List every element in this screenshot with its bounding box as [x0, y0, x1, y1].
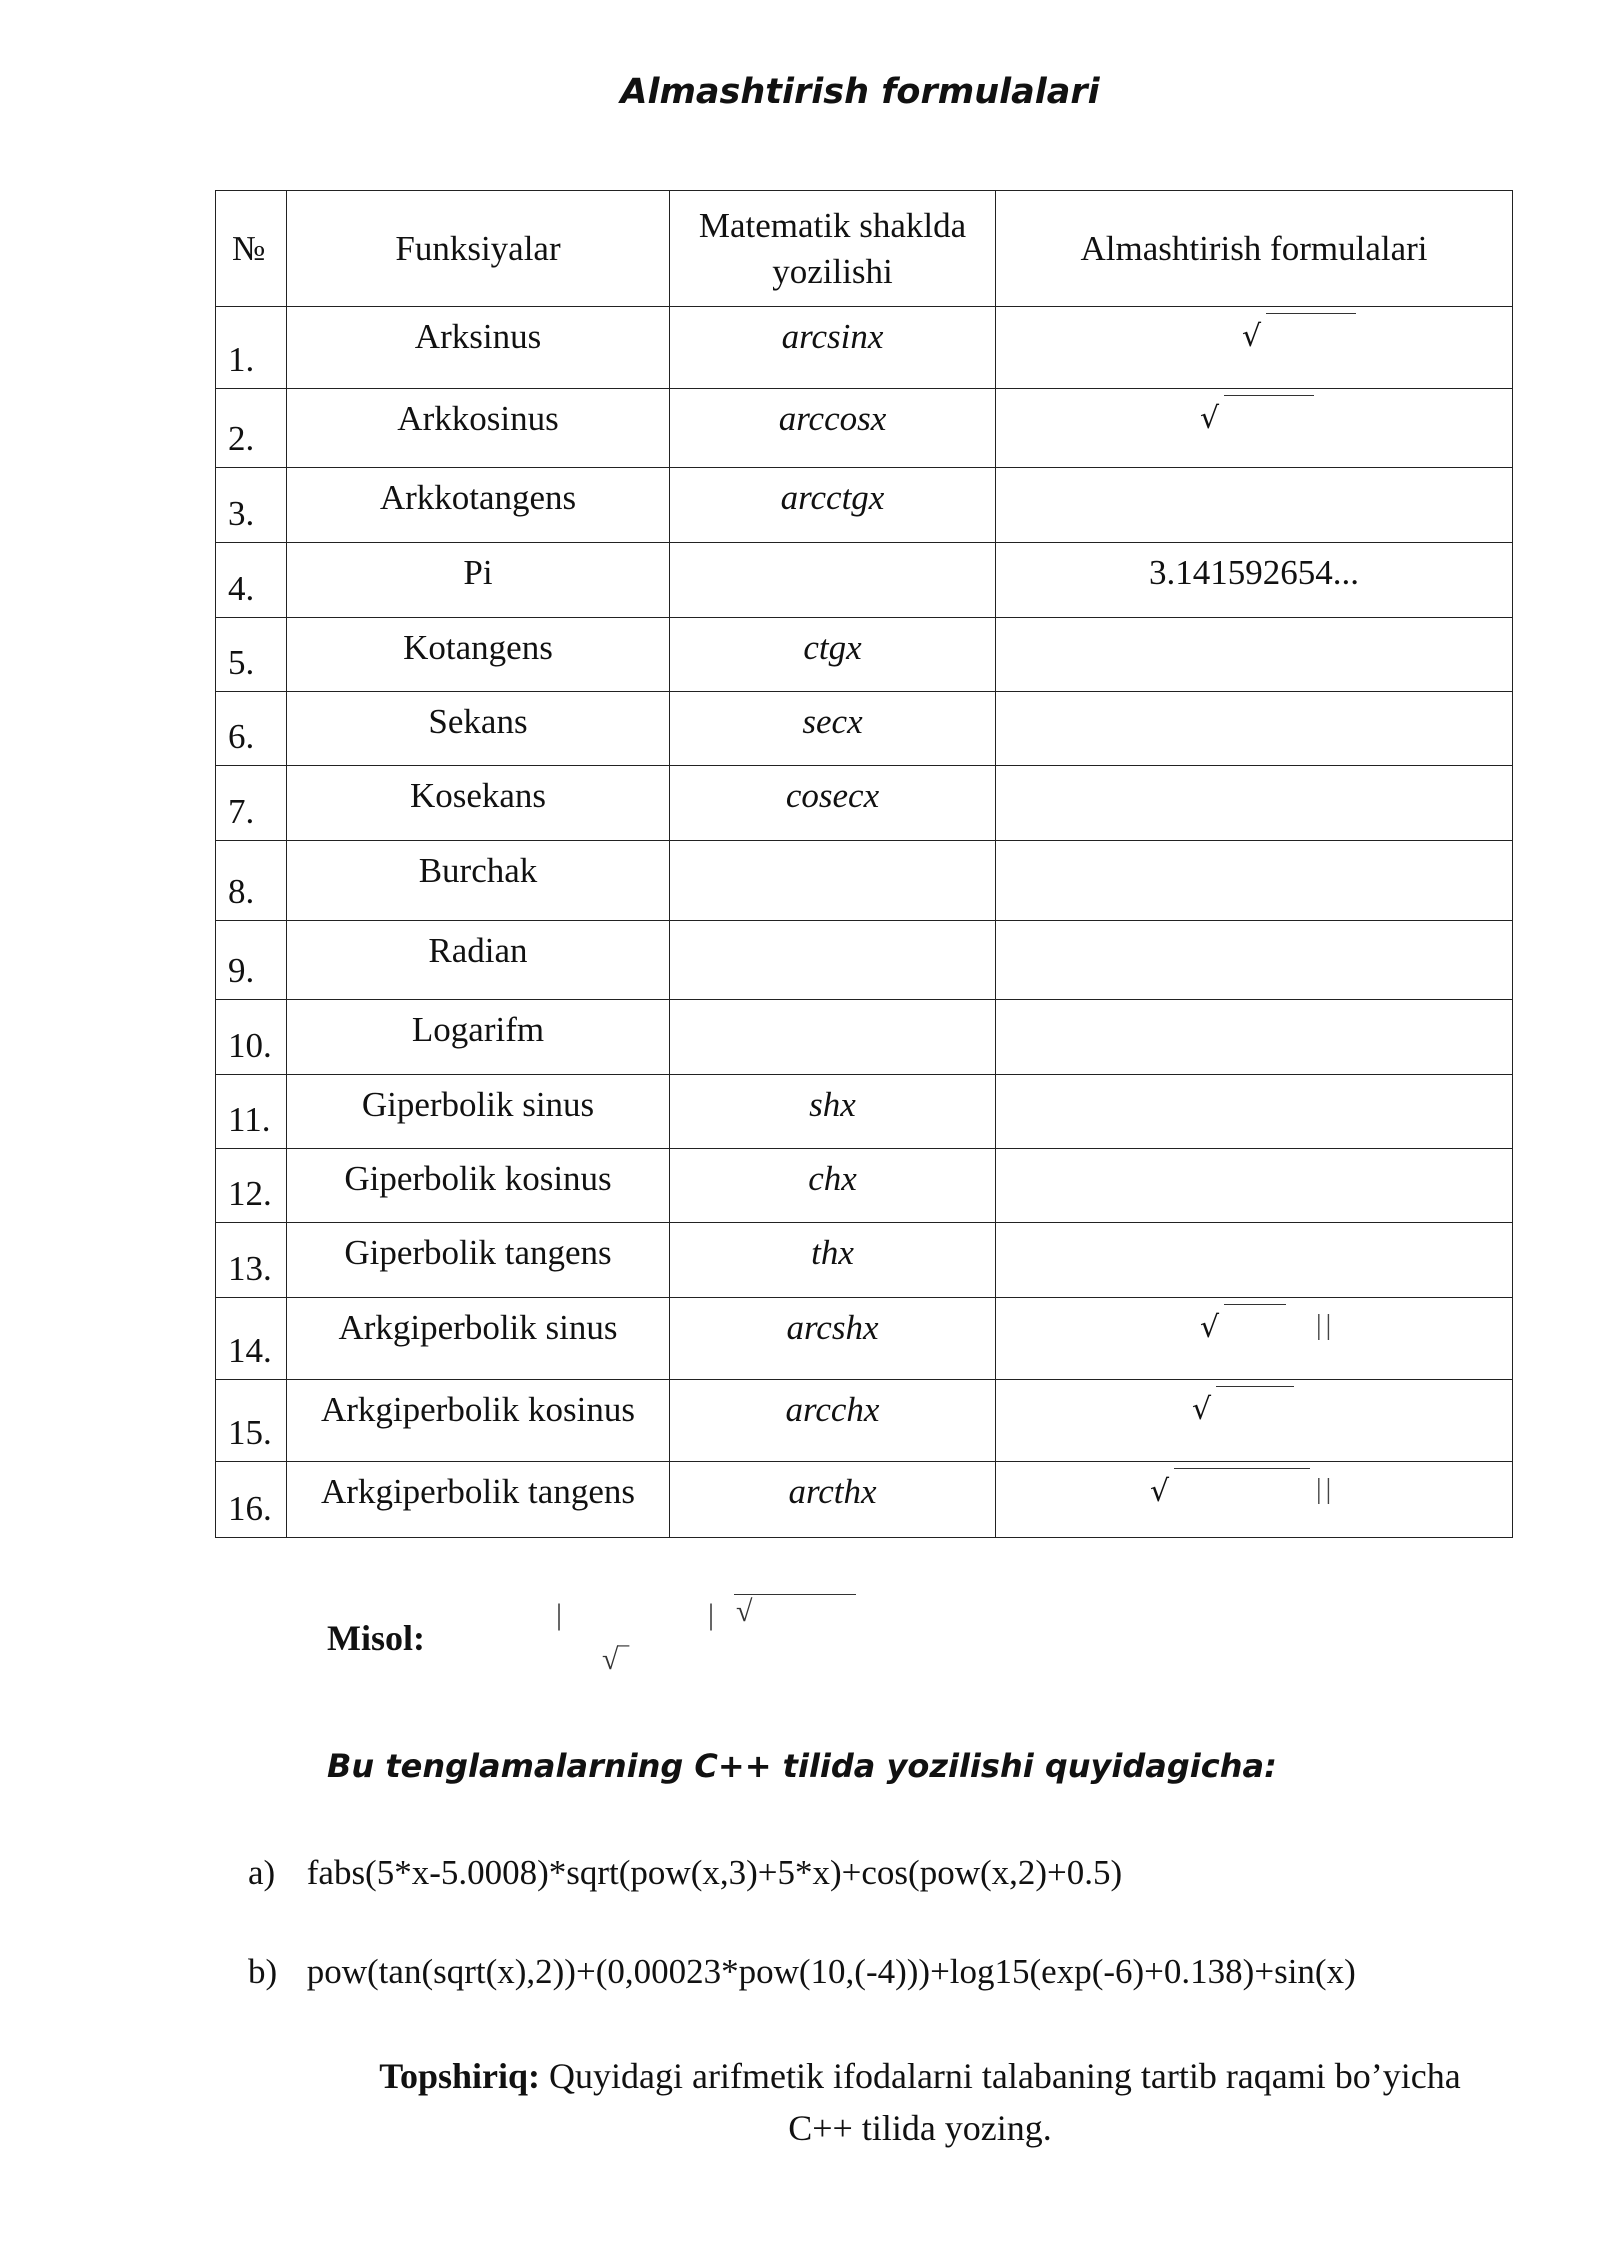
- math-notation: secx: [670, 692, 996, 766]
- substitution-formula: [996, 841, 1513, 921]
- function-name: Burchak: [287, 841, 670, 921]
- table-row: [216, 766, 1513, 841]
- code-text: pow(tan(sqrt(x),2))+(0,00023*pow(10,(-4)))+log15(exp(-6)+0.138)+sin(x): [306, 1952, 1356, 1991]
- radical-sign: √: [1200, 1310, 1220, 1345]
- table-row: [216, 1223, 1513, 1298]
- function-name: Pi: [287, 543, 670, 618]
- row-number: 14.: [216, 1298, 287, 1380]
- math-notation: thx: [670, 1223, 996, 1298]
- math-notation: [670, 841, 996, 921]
- math-notation: chx: [670, 1149, 996, 1223]
- radical-sign: √: [1242, 319, 1262, 354]
- header-math-line2: yozilishi: [772, 251, 893, 291]
- row-number: 3.: [216, 468, 287, 543]
- row-number: 10.: [216, 1000, 287, 1075]
- math-notation: ctgx: [670, 618, 996, 692]
- function-name: Giperbolik kosinus: [287, 1149, 670, 1223]
- substitution-formula: [996, 1298, 1513, 1380]
- task-label: Topshiriq:: [379, 2056, 541, 2096]
- sqrt-fragment: √: [734, 1594, 856, 1629]
- substitution-formula: [996, 1149, 1513, 1223]
- code-label: a): [248, 1853, 276, 1892]
- radical-fragment: [996, 1462, 1512, 1537]
- row-number: 5.: [216, 618, 287, 692]
- code-text: fabs(5*x-5.0008)*sqrt(pow(x,3)+5*x)+cos(pow(x,2)+0.5): [306, 1853, 1123, 1892]
- row-number: 13.: [216, 1223, 287, 1298]
- table-row: [216, 618, 1513, 692]
- abs-bars: ||: [1316, 1310, 1336, 1341]
- substitution-formula: [996, 468, 1513, 543]
- sqrt-overline: [1150, 1468, 1310, 1509]
- table-row: [216, 1000, 1513, 1075]
- substitution-formula: [996, 692, 1513, 766]
- radical-fragment: [996, 1380, 1512, 1461]
- row-number: 8.: [216, 841, 287, 921]
- sqrt-overline: [1200, 1304, 1286, 1345]
- row-number: 9.: [216, 921, 287, 1000]
- task-text-line1: Quyidagi arifmetik ifodalarni talabaning tartib raqami bo’yicha: [549, 2056, 1461, 2096]
- function-name: Sekans: [287, 692, 670, 766]
- task-text-line2: C++ tilida yozing.: [788, 2108, 1052, 2148]
- substitution-formula: [996, 1000, 1513, 1075]
- example-label: Misol:: [327, 1618, 425, 1658]
- substitution-formula: [996, 1462, 1513, 1538]
- header-number: №: [216, 191, 287, 307]
- substitution-formula: [996, 1380, 1513, 1462]
- function-name: Giperbolik tangens: [287, 1223, 670, 1298]
- table-row: [216, 468, 1513, 543]
- table-row: [216, 1380, 1513, 1462]
- row-number: 2.: [216, 389, 287, 468]
- table-row: [216, 1149, 1513, 1223]
- row-number: 6.: [216, 692, 287, 766]
- function-name: Giperbolik sinus: [287, 1075, 670, 1149]
- sqrt-overline: [1242, 313, 1356, 354]
- code-line-a: [248, 1853, 1122, 1893]
- row-number: 4.: [216, 543, 287, 618]
- math-notation: arcsinx: [670, 307, 996, 389]
- abs-bars: ||: [1316, 1474, 1336, 1505]
- abs-bar-fragment: |: [708, 1598, 715, 1631]
- sqrt-fragment: √‾: [602, 1643, 629, 1676]
- substitution-formula: [996, 1075, 1513, 1149]
- substitution-formula: [996, 921, 1513, 1000]
- math-notation: arcshx: [670, 1298, 996, 1380]
- radical-sign: √: [1200, 401, 1220, 436]
- substitution-formula: [996, 389, 1513, 468]
- math-notation: arcthx: [670, 1462, 996, 1538]
- function-name: Kosekans: [287, 766, 670, 841]
- function-name: Kotangens: [287, 618, 670, 692]
- cpp-heading: Bu tenglamalarning C++ tilida yozilishi quyidagicha:: [327, 1747, 1277, 1785]
- math-notation: arcchx: [670, 1380, 996, 1462]
- math-notation: [670, 1000, 996, 1075]
- sqrt-overline: [1192, 1386, 1294, 1427]
- function-name: Arkgiperbolik tangens: [287, 1462, 670, 1538]
- substitution-formula: 3.141592654...: [996, 543, 1513, 618]
- function-name: Arkgiperbolik kosinus: [287, 1380, 670, 1462]
- header-math-line1: Matematik shaklda: [698, 205, 967, 245]
- header-substitution-formulas: Almashtirish formulalari: [996, 191, 1513, 307]
- formula-table: [215, 190, 1513, 1538]
- substitution-formula: [996, 307, 1513, 389]
- math-notation: [670, 543, 996, 618]
- substitution-formula: [996, 618, 1513, 692]
- function-name: Radian: [287, 921, 670, 1000]
- math-notation: arcctgx: [670, 468, 996, 543]
- math-notation: [670, 921, 996, 1000]
- row-number: 7.: [216, 766, 287, 841]
- function-name: Arksinus: [287, 307, 670, 389]
- math-notation: shx: [670, 1075, 996, 1149]
- function-name: Arkgiperbolik sinus: [287, 1298, 670, 1380]
- math-notation: cosecx: [670, 766, 996, 841]
- math-notation: arccosx: [670, 389, 996, 468]
- table-row: [216, 1298, 1513, 1380]
- table-row: [216, 307, 1513, 389]
- substitution-formula: [996, 1223, 1513, 1298]
- table-row: [216, 921, 1513, 1000]
- table-row: [216, 389, 1513, 468]
- function-name: Arkkosinus: [287, 389, 670, 468]
- row-number: 16.: [216, 1462, 287, 1538]
- table-row: [216, 1462, 1513, 1538]
- radical-sign: √: [1150, 1474, 1170, 1509]
- page-title: Almashtirish formulalari: [620, 72, 1100, 112]
- table-row: [216, 1075, 1513, 1149]
- function-name: Arkkotangens: [287, 468, 670, 543]
- sqrt-overline: [1200, 395, 1314, 436]
- header-functions: Funksiyalar: [287, 191, 670, 307]
- task-paragraph: [320, 2050, 1520, 2154]
- substitution-formula: [996, 766, 1513, 841]
- table-row: [216, 841, 1513, 921]
- radical-fragment: [996, 389, 1512, 467]
- row-number: 12.: [216, 1149, 287, 1223]
- table-row: [216, 543, 1513, 618]
- table-header-row: [216, 191, 1513, 307]
- abs-bar-fragment: |: [556, 1598, 563, 1631]
- row-number: 15.: [216, 1380, 287, 1462]
- row-number: 1.: [216, 307, 287, 389]
- row-number: 11.: [216, 1075, 287, 1149]
- radical-fragment: [996, 307, 1512, 388]
- table-row: [216, 692, 1513, 766]
- code-line-b: [248, 1952, 1356, 1992]
- radical-fragment: [996, 1298, 1512, 1379]
- function-name: Logarifm: [287, 1000, 670, 1075]
- code-label: b): [248, 1952, 278, 1991]
- header-math-form: [670, 191, 996, 307]
- radical-sign: √: [1192, 1392, 1212, 1427]
